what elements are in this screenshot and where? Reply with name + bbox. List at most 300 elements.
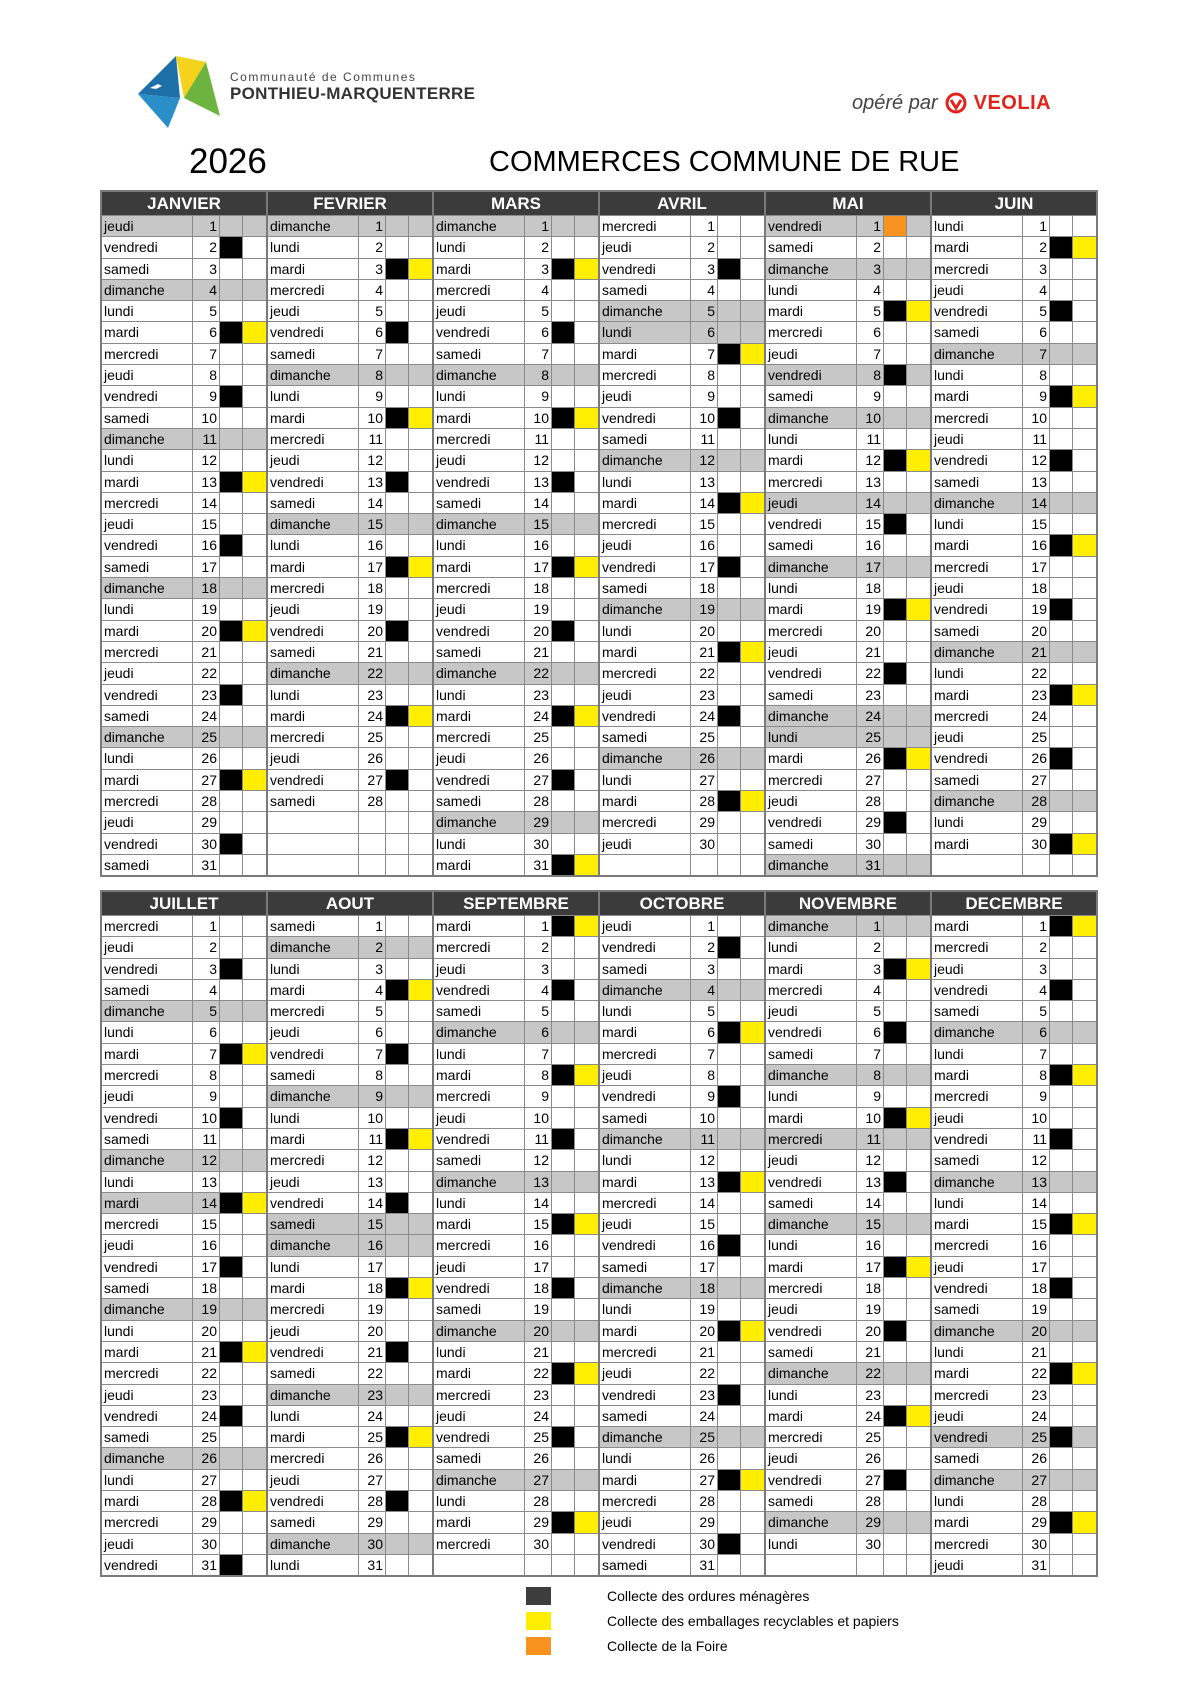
day-row [268, 833, 432, 854]
day-row [766, 1384, 930, 1405]
day-name: mercredi [102, 791, 193, 811]
day-name: jeudi [932, 727, 1023, 747]
day-number: 5 [1023, 1001, 1050, 1021]
day-name: mercredi [434, 1385, 525, 1405]
ordures-cell [1050, 237, 1073, 257]
day-row [268, 1085, 432, 1106]
recyclables-cell [741, 514, 764, 534]
day-row [766, 1085, 930, 1106]
day-name: vendredi [766, 1022, 857, 1042]
day-row [600, 534, 764, 555]
day-row [434, 1426, 598, 1447]
day-row [102, 1064, 266, 1085]
day-number: 9 [193, 1086, 220, 1106]
ordures-cell [1050, 1363, 1073, 1383]
recyclables-cell [741, 748, 764, 768]
day-number: 30 [193, 1534, 220, 1554]
recyclables-cell [575, 642, 598, 662]
day-number: 15 [193, 514, 220, 534]
legend-label: Collecte des ordures ménagères [607, 1588, 810, 1604]
day-name: mercredi [766, 770, 857, 790]
day-number: 29 [359, 1512, 386, 1532]
ordures-cell [718, 1363, 741, 1383]
day-number: 25 [857, 727, 884, 747]
ordures-cell [220, 237, 243, 257]
day-name: lundi [932, 1491, 1023, 1511]
day-name: vendredi [932, 599, 1023, 619]
day-number: 25 [359, 727, 386, 747]
day-number: 7 [359, 1044, 386, 1064]
recyclables-cell [243, 1406, 266, 1426]
recyclables-cell [575, 1257, 598, 1277]
recyclables-cell [741, 1065, 764, 1085]
day-name: samedi [102, 706, 193, 726]
day-name: mardi [102, 472, 193, 492]
recyclables-cell [1073, 237, 1096, 257]
day-row [766, 620, 930, 641]
day-row [268, 1149, 432, 1170]
ordures-cell [220, 855, 243, 875]
day-row [434, 321, 598, 342]
ordures-cell [718, 1278, 741, 1298]
day-number: 18 [1023, 578, 1050, 598]
ordures-cell [884, 1363, 907, 1383]
ordures-cell [884, 514, 907, 534]
recyclables-cell [1073, 1299, 1096, 1319]
recyclables-cell [575, 237, 598, 257]
day-number: 9 [1023, 386, 1050, 406]
day-name: samedi [268, 1214, 359, 1234]
ordures-cell [386, 980, 409, 1000]
day-row [268, 385, 432, 406]
recyclables-cell [409, 1406, 432, 1426]
ordures-cell [1050, 812, 1073, 832]
day-number: 12 [525, 450, 552, 470]
day-row [766, 1533, 930, 1554]
day-name: mardi [434, 1214, 525, 1234]
recyclables-cell [243, 1214, 266, 1234]
day-name: jeudi [434, 959, 525, 979]
ordures-cell [718, 706, 741, 726]
day-row [102, 343, 266, 364]
ordures-cell [220, 1534, 243, 1554]
day-number: 31 [193, 1555, 220, 1575]
day-number: 21 [857, 1342, 884, 1362]
day-name: mercredi [600, 216, 691, 236]
day-number: 27 [691, 1470, 718, 1490]
day-number: 5 [1023, 301, 1050, 321]
ordures-cell [386, 1065, 409, 1085]
day-number: 16 [857, 535, 884, 555]
day-row [600, 258, 764, 279]
day-number: 28 [193, 791, 220, 811]
day-name: samedi [434, 1150, 525, 1170]
recyclables-cell [575, 344, 598, 364]
day-name: vendredi [268, 770, 359, 790]
day-name: vendredi [766, 216, 857, 236]
day-row [268, 258, 432, 279]
day-row [102, 1149, 266, 1170]
day-number: 6 [857, 322, 884, 342]
day-row [600, 769, 764, 790]
day-name: samedi [434, 642, 525, 662]
day-name: vendredi [268, 472, 359, 492]
recyclables-cell [575, 663, 598, 683]
ordures-cell [386, 578, 409, 598]
day-name: jeudi [766, 1448, 857, 1468]
day-number: 12 [525, 1150, 552, 1170]
recyclables-cell [409, 980, 432, 1000]
recyclables-cell [575, 1086, 598, 1106]
day-row [766, 726, 930, 747]
day-row [932, 492, 1096, 513]
day-name: lundi [766, 1235, 857, 1255]
day-row [600, 747, 764, 768]
day-number: 3 [1023, 259, 1050, 279]
day-row [766, 428, 930, 449]
day-number: 13 [857, 472, 884, 492]
ordures-cell [220, 1129, 243, 1149]
recyclables-cell [1073, 791, 1096, 811]
recyclables-cell [243, 599, 266, 619]
day-number: 14 [359, 1193, 386, 1213]
day-row [932, 641, 1096, 662]
day-name: lundi [932, 216, 1023, 236]
ordures-cell [1050, 855, 1073, 875]
day-row [268, 321, 432, 342]
legend-swatch [526, 1637, 551, 1655]
day-name: mercredi [102, 1363, 193, 1383]
day-row [268, 534, 432, 555]
ordures-cell [386, 1235, 409, 1255]
day-number: 9 [691, 386, 718, 406]
day-row [268, 1554, 432, 1575]
day-name: samedi [434, 493, 525, 513]
day-number: 25 [1023, 727, 1050, 747]
ordures-cell [386, 408, 409, 428]
day-number: 24 [525, 706, 552, 726]
day-row [600, 979, 764, 1000]
recyclables-cell [1073, 1278, 1096, 1298]
day-number: 27 [1023, 1470, 1050, 1490]
ordures-cell [220, 1321, 243, 1341]
day-name: dimanche [932, 1172, 1023, 1192]
day-name: mardi [268, 980, 359, 1000]
day-name: mercredi [932, 706, 1023, 726]
day-name: lundi [932, 1193, 1023, 1213]
recyclables-cell [409, 259, 432, 279]
ordures-cell [220, 344, 243, 364]
ordures-cell [1050, 916, 1073, 936]
recyclables-cell [1073, 1065, 1096, 1085]
day-row [434, 1277, 598, 1298]
ordures-cell [718, 344, 741, 364]
day-number: 20 [193, 621, 220, 641]
day-number: 16 [1023, 535, 1050, 555]
day-number: 1 [691, 216, 718, 236]
month-juin [932, 192, 1096, 875]
day-row [932, 1511, 1096, 1532]
day-row [434, 1234, 598, 1255]
ordures-cell [220, 599, 243, 619]
recyclables-cell [409, 1448, 432, 1468]
month-header: SEPTEMBRE [434, 892, 598, 915]
recyclables-cell [243, 1193, 266, 1213]
ordures-cell [552, 1129, 575, 1149]
ordures-cell [884, 365, 907, 385]
day-name: lundi [766, 1086, 857, 1106]
day-row [102, 577, 266, 598]
ordures-cell [552, 1512, 575, 1532]
ordures-cell [1050, 557, 1073, 577]
recyclables-cell [409, 280, 432, 300]
ordures-cell [552, 599, 575, 619]
recyclables-cell [741, 1001, 764, 1021]
day-row [932, 1149, 1096, 1170]
recyclables-cell [409, 706, 432, 726]
day-name: mardi [766, 450, 857, 470]
day-row [434, 958, 598, 979]
day-row [932, 1447, 1096, 1468]
recyclables-cell [409, 663, 432, 683]
day-name: samedi [932, 1150, 1023, 1170]
day-name: mercredi [932, 259, 1023, 279]
day-name: lundi [102, 1022, 193, 1042]
recyclables-cell [1073, 1172, 1096, 1192]
day-name: vendredi [268, 1044, 359, 1064]
ordures-cell [1050, 599, 1073, 619]
day-name: mercredi [268, 429, 359, 449]
ordures-cell [718, 959, 741, 979]
day-name: mardi [102, 1491, 193, 1511]
day-number: 3 [525, 959, 552, 979]
day-name: mardi [268, 1278, 359, 1298]
day-row [434, 936, 598, 957]
day-row [766, 258, 930, 279]
day-row [932, 1554, 1096, 1575]
ordures-cell [718, 937, 741, 957]
operator-name: VEOLIA [973, 91, 1052, 114]
recyclables-cell [575, 301, 598, 321]
day-row [102, 1362, 266, 1383]
ordures-cell [718, 1001, 741, 1021]
day-name: dimanche [766, 1363, 857, 1383]
ordures-cell [552, 706, 575, 726]
day-number: 4 [525, 980, 552, 1000]
day-name: jeudi [766, 1150, 857, 1170]
day-row [434, 492, 598, 513]
day-row [766, 1171, 930, 1192]
recyclables-cell [741, 1512, 764, 1532]
day-name: jeudi [434, 301, 525, 321]
day-row [600, 1277, 764, 1298]
recyclables-cell [1073, 557, 1096, 577]
day-number: 13 [525, 472, 552, 492]
day-name: mercredi [102, 916, 193, 936]
ordures-cell [884, 706, 907, 726]
day-name: mercredi [434, 1534, 525, 1554]
day-name: lundi [434, 1044, 525, 1064]
recyclables-cell [409, 959, 432, 979]
ordures-cell [884, 386, 907, 406]
day-number: 4 [193, 980, 220, 1000]
month-header: DECEMBRE [932, 892, 1096, 915]
day-row [434, 1298, 598, 1319]
ordures-cell [1050, 685, 1073, 705]
day-number: 7 [691, 1044, 718, 1064]
ordures-cell [884, 642, 907, 662]
recyclables-cell [575, 493, 598, 513]
recyclables-cell [1073, 1214, 1096, 1234]
ordures-cell [552, 1342, 575, 1362]
day-name: dimanche [268, 1086, 359, 1106]
day-number: 17 [525, 1257, 552, 1277]
day-number: 25 [359, 1427, 386, 1447]
ordures-cell [1050, 1108, 1073, 1128]
day-name: dimanche [932, 344, 1023, 364]
day-number [1023, 855, 1050, 875]
day-name: samedi [434, 1299, 525, 1319]
day-number: 15 [857, 1214, 884, 1234]
ordures-cell [552, 386, 575, 406]
day-name: dimanche [102, 280, 193, 300]
day-number [691, 855, 718, 875]
day-row [102, 1490, 266, 1511]
ordures-cell [552, 578, 575, 598]
ordures-cell [552, 1448, 575, 1468]
recyclables-cell [575, 1427, 598, 1447]
recyclables-cell [575, 770, 598, 790]
recyclables-cell [1073, 937, 1096, 957]
day-number: 7 [525, 1044, 552, 1064]
day-row [932, 1490, 1096, 1511]
day-number: 29 [691, 812, 718, 832]
ordures-cell [1050, 1342, 1073, 1362]
day-number: 27 [857, 770, 884, 790]
day-name: jeudi [932, 578, 1023, 598]
day-name: lundi [268, 1555, 359, 1575]
day-name: jeudi [600, 1065, 691, 1085]
day-number: 21 [193, 642, 220, 662]
day-row [600, 236, 764, 257]
day-row [932, 1171, 1096, 1192]
day-row [600, 279, 764, 300]
day-name: vendredi [932, 450, 1023, 470]
recyclables-cell [1073, 1001, 1096, 1021]
day-number: 13 [193, 472, 220, 492]
ordures-cell [884, 1427, 907, 1447]
day-row [102, 513, 266, 534]
day-number: 14 [1023, 1193, 1050, 1213]
day-number: 22 [359, 663, 386, 683]
recyclables-cell [409, 621, 432, 641]
day-name: mardi [102, 770, 193, 790]
ordures-cell [718, 663, 741, 683]
day-number: 14 [857, 493, 884, 513]
day-row [766, 449, 930, 470]
day-number: 25 [193, 727, 220, 747]
day-name: dimanche [766, 1065, 857, 1085]
ordures-cell [220, 685, 243, 705]
day-name: lundi [434, 834, 525, 854]
day-number [359, 855, 386, 875]
day-number: 5 [857, 301, 884, 321]
day-row [434, 1405, 598, 1426]
day-number: 14 [1023, 493, 1050, 513]
day-number: 6 [525, 322, 552, 342]
day-row [932, 1085, 1096, 1106]
recyclables-cell [575, 685, 598, 705]
recyclables-cell [741, 663, 764, 683]
recyclables-cell [243, 916, 266, 936]
recyclables-cell [741, 812, 764, 832]
recyclables-cell [741, 1108, 764, 1128]
day-row [932, 662, 1096, 683]
day-row [268, 747, 432, 768]
recyclables-cell [1073, 408, 1096, 428]
day-number: 3 [691, 259, 718, 279]
day-name: mercredi [434, 937, 525, 957]
ordures-cell [552, 685, 575, 705]
month-novembre [766, 892, 930, 1575]
day-name: lundi [434, 535, 525, 555]
recyclables-cell [907, 791, 930, 811]
day-number: 14 [691, 493, 718, 513]
day-name: jeudi [434, 1257, 525, 1277]
recyclables-cell [741, 386, 764, 406]
day-name: vendredi [102, 685, 193, 705]
month-mai [766, 192, 930, 875]
day-row [102, 449, 266, 470]
day-row [932, 343, 1096, 364]
month-header: AOUT [268, 892, 432, 915]
recyclables-cell [243, 621, 266, 641]
ordures-cell [1050, 1150, 1073, 1170]
recyclables-cell [907, 685, 930, 705]
day-name: dimanche [600, 1427, 691, 1447]
day-number: 9 [691, 1086, 718, 1106]
day-name: samedi [766, 1342, 857, 1362]
day-number: 21 [525, 642, 552, 662]
day-number: 16 [525, 535, 552, 555]
ordures-cell [552, 663, 575, 683]
day-name: samedi [102, 855, 193, 875]
recyclables-cell [243, 1172, 266, 1192]
day-row [600, 620, 764, 641]
ordures-cell [220, 535, 243, 555]
recyclables-cell [243, 1342, 266, 1362]
day-number: 3 [857, 959, 884, 979]
day-number: 17 [359, 1257, 386, 1277]
ordures-cell [884, 599, 907, 619]
day-number: 20 [359, 1321, 386, 1341]
day-row [600, 1085, 764, 1106]
day-row [434, 979, 598, 1000]
ordures-cell [220, 834, 243, 854]
recyclables-cell [409, 1491, 432, 1511]
day-name: mardi [600, 1022, 691, 1042]
day-row [766, 513, 930, 534]
day-name: lundi [268, 386, 359, 406]
recyclables-cell [243, 937, 266, 957]
recyclables-cell [243, 1321, 266, 1341]
recyclables-cell [907, 1235, 930, 1255]
day-name: dimanche [600, 301, 691, 321]
day-name: samedi [766, 1193, 857, 1213]
day-number: 12 [359, 450, 386, 470]
day-row [102, 1533, 266, 1554]
ordures-cell [220, 301, 243, 321]
